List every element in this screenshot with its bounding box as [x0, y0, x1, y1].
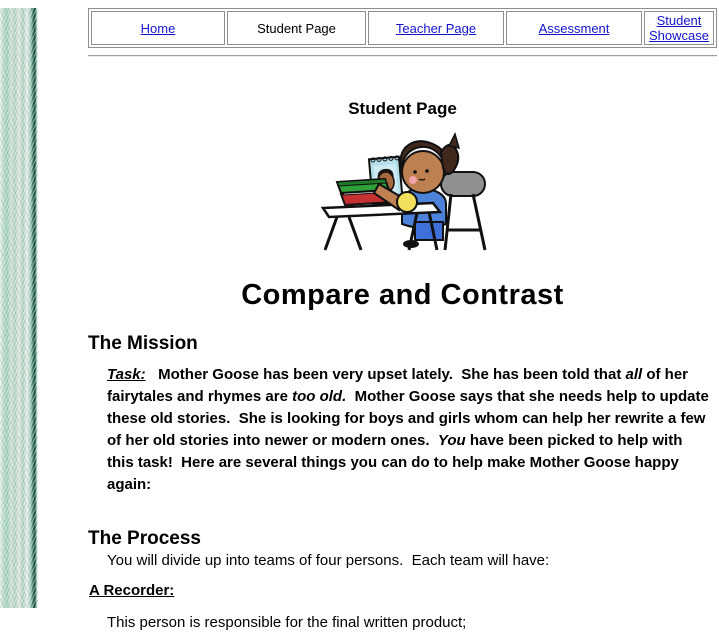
chair-legs: [445, 194, 485, 250]
task-text-1: Mother Goose has been very upset lately. She has been told that: [145, 366, 626, 383]
recorder-role-description: This person is responsible for the final written product;: [107, 614, 467, 631]
nav-cell-student-page: [227, 11, 366, 45]
nav-cell-assessment: [506, 11, 642, 45]
page-subtitle: Student Page: [348, 99, 457, 118]
page-title: Compare and Contrast: [241, 279, 564, 311]
nav-cell-teacher-page: [368, 11, 504, 45]
horizontal-rule: [88, 55, 717, 57]
task-italic-all: all: [625, 366, 643, 383]
mission-task-paragraph: [107, 364, 713, 496]
page-content: [88, 8, 717, 632]
task-italic-you: You: [437, 432, 466, 449]
process-intro: You will divide up into teams of four persons. Each team will have:: [107, 552, 550, 569]
chair-back: [441, 172, 485, 196]
girl-legs: [415, 222, 443, 240]
task-label: Task:: [107, 366, 146, 383]
recorder-role-heading: A Recorder:: [89, 582, 175, 599]
girl-ponytail: [441, 145, 458, 174]
nav-link-student-showcase[interactable]: Student Showcase: [649, 13, 709, 43]
girl-eye-right: [425, 169, 429, 173]
top-navigation-table: [88, 8, 717, 48]
illustration-container: [88, 132, 717, 259]
process-heading: The Process: [88, 528, 201, 549]
nav-link-home[interactable]: Home: [140, 20, 176, 36]
green-texture-side-border: [0, 8, 38, 608]
nav-current-student-page: Student Page: [257, 20, 336, 36]
girl-head: [402, 151, 444, 193]
nav-link-teacher-page[interactable]: Teacher Page: [395, 20, 477, 36]
student-reading-illustration: [315, 132, 490, 254]
girl-sleeve: [397, 192, 417, 212]
task-italic-too-old: too old.: [292, 388, 347, 405]
task-text-3: Mother Goose says that she needs help to update these old stories. She is looking for boys and girls whom can help her rewrite a few of her old stories into newer or modern ones.: [107, 388, 714, 449]
task-text-2: of her fairytales and rhymes are: [107, 366, 693, 405]
girl-eye-left: [413, 170, 417, 174]
girl-cheek: [409, 176, 417, 184]
task-text-4: have been picked to help with this task! Here are several things you can do to help make Mother Goose happy again:: [107, 432, 687, 493]
girl-hair-tuft: [449, 134, 459, 148]
nav-cell-student-showcase: [644, 11, 714, 45]
nav-row: [91, 11, 714, 45]
nav-link-assessment[interactable]: Assessment: [538, 20, 610, 36]
nav-cell-home: [91, 11, 225, 45]
mission-heading: The Mission: [88, 333, 198, 354]
